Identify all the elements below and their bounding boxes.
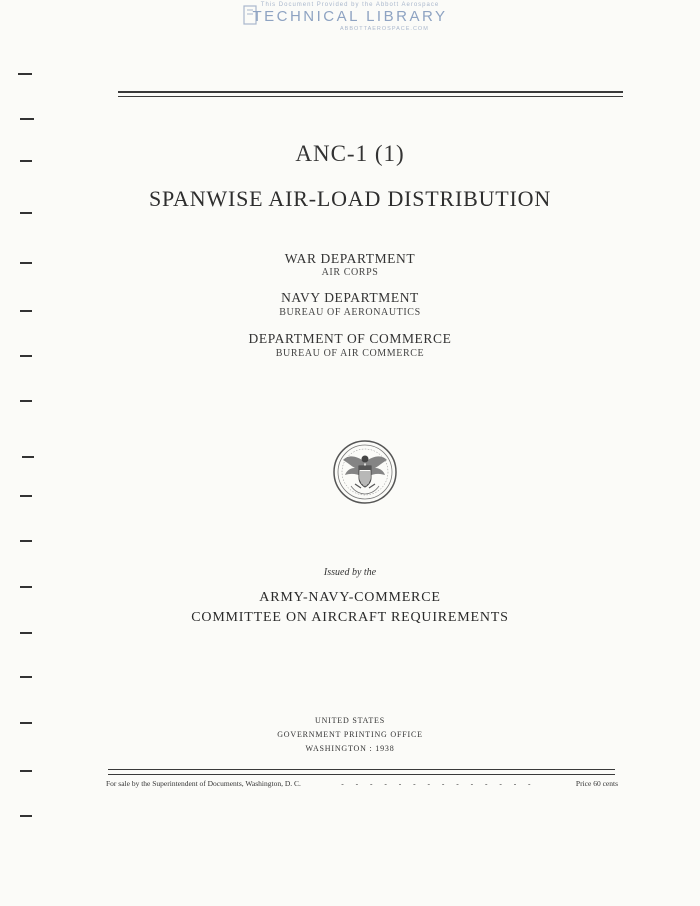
bureau-air-corps: AIR CORPS bbox=[321, 267, 379, 278]
publisher-line-1: UNITED STATES bbox=[315, 716, 385, 725]
bureau-aeronautics: BUREAU OF AERONAUTICS bbox=[279, 307, 421, 318]
watermark-url: ABBOTTAEROSPACE.COM bbox=[340, 26, 429, 32]
publisher-line-3: WASHINGTON : 1938 bbox=[305, 744, 395, 753]
spec-number: ANC-1 (1) bbox=[295, 141, 405, 166]
publisher-line-2: GOVERNMENT PRINTING OFFICE bbox=[277, 730, 423, 739]
issued-by-label: Issued by the bbox=[323, 567, 377, 578]
top-rule bbox=[118, 91, 623, 93]
document-title: SPANWISE AIR-LOAD DISTRIBUTION bbox=[148, 186, 552, 211]
footer-price: Price 60 cents bbox=[575, 779, 618, 788]
department-name-war: WAR DEPARTMENT bbox=[284, 251, 416, 266]
footer-sale-text: For sale by the Superintendent of Documents, Washington, D. C. bbox=[106, 779, 301, 788]
department-name-commerce: DEPARTMENT OF COMMERCE bbox=[248, 331, 452, 346]
eagle-seal-icon bbox=[331, 438, 399, 506]
bottom-rule-thin bbox=[108, 774, 615, 775]
watermark-title: TECHNICAL LIBRARY bbox=[252, 8, 448, 25]
bottom-rule bbox=[108, 769, 615, 770]
footer-sale-line bbox=[106, 779, 618, 788]
footer-dashes: - - - - - - - - - - - - - - bbox=[341, 779, 536, 788]
bureau-air-commerce: BUREAU OF AIR COMMERCE bbox=[275, 348, 425, 359]
committee-line-2: COMMITTEE ON AIRCRAFT REQUIREMENTS bbox=[191, 610, 509, 625]
watermark-provider-line: This Document Provided by the Abbott Aerospace bbox=[260, 2, 440, 8]
committee-line-1: ARMY-NAVY-COMMERCE bbox=[259, 590, 441, 605]
department-name-navy: NAVY DEPARTMENT bbox=[281, 290, 419, 305]
top-rule-thin bbox=[118, 96, 623, 97]
